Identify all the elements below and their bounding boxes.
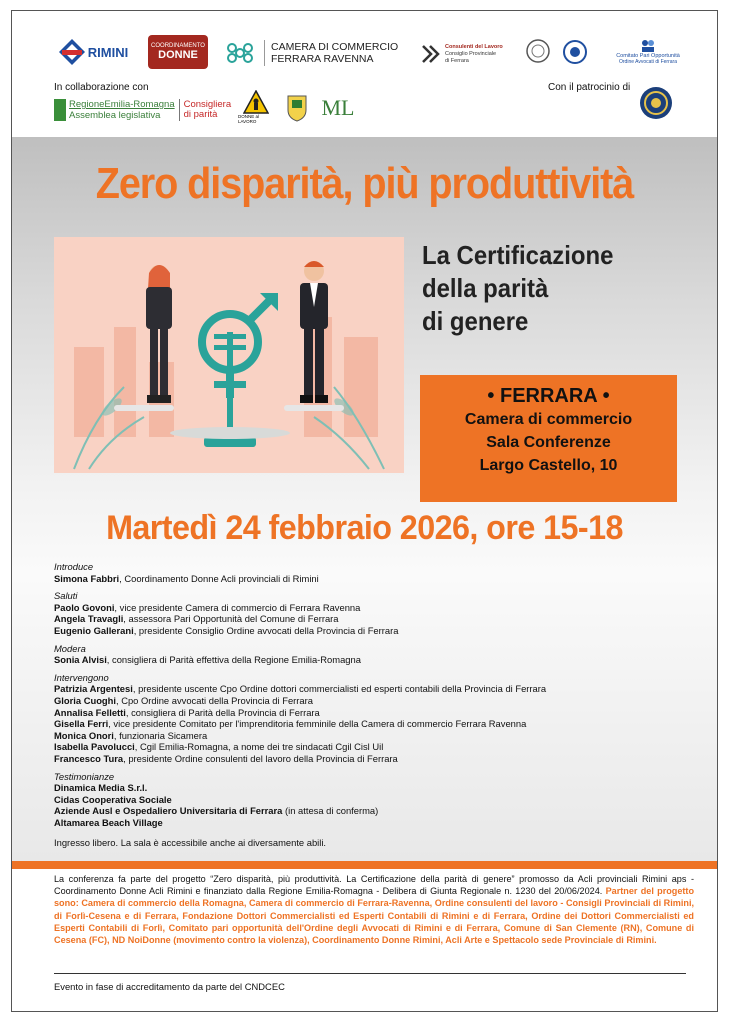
comitato-pari-opportunita-logo bbox=[608, 35, 688, 69]
speaker-name: Isabella Pavolucci bbox=[54, 741, 135, 753]
program-list bbox=[54, 561, 694, 849]
speaker-role: , presidente uscente Cpo Ordine dottori commercialisti ed esperti contabili della Provincia di Ferrara bbox=[132, 683, 547, 695]
speaker-name: Annalisa Felletti bbox=[54, 706, 126, 718]
speaker-row bbox=[54, 782, 694, 794]
patronage-label: Con il patrocinio di bbox=[548, 82, 631, 93]
footer-text bbox=[54, 873, 694, 946]
regione-line1: RegioneEmilia-Romagna bbox=[69, 99, 175, 110]
coordinamento-donne-logo bbox=[148, 35, 208, 69]
donne-text: DONNE bbox=[158, 49, 198, 61]
speaker-row bbox=[54, 654, 694, 666]
venue-line-3: Largo Castello, 10 bbox=[479, 457, 618, 474]
speaker-row bbox=[54, 573, 694, 585]
coordinamento-text: COORDINAMENTO bbox=[151, 43, 205, 49]
project-description: La conferenza fa parte del progetto “Zero disparità, più produttività. La Certificazione della parità di genere” promosso da Acli provinciali Rimini aps - Coordinamento Donne Acli Rimini e finanziato dalla Regione Emilia-Romagna - Delibera di Giunta Regionale n. 1230 del 20/06/2024. bbox=[54, 874, 694, 897]
speaker-row bbox=[54, 683, 694, 695]
avvocati-seal-icon bbox=[639, 86, 673, 120]
speaker-row bbox=[54, 602, 694, 614]
consulenti-emblem-icon bbox=[420, 42, 442, 66]
camera-line1: CAMERA DI COMMERCIO bbox=[271, 41, 399, 53]
consulenti-line2: Consiglio Provinciale bbox=[445, 50, 497, 57]
speaker-role: (in attesa di conferma) bbox=[282, 805, 379, 817]
subtitle-line-1: La Certificazione bbox=[422, 240, 614, 270]
speaker-row bbox=[54, 718, 694, 730]
ordine-avvocati-seal bbox=[638, 85, 674, 121]
modera-label: Modera bbox=[54, 642, 86, 654]
speaker-name: Patrizia Argentesi bbox=[54, 683, 133, 695]
comune-crest-logo bbox=[282, 91, 312, 125]
donne-lavoro-text: DONNE al LAVORO bbox=[238, 114, 260, 124]
speaker-name: Francesco Tura bbox=[54, 752, 124, 764]
comitato-line2: Ordine Avvocati di Ferrara bbox=[619, 59, 677, 65]
event-date: Martedì 24 febbraio 2026, ore 15-18 bbox=[106, 509, 623, 547]
speaker-name: Angela Travagli bbox=[54, 613, 124, 625]
crest-icon bbox=[286, 94, 308, 122]
subtitle-line-2: della parità bbox=[422, 273, 549, 303]
venue-line-2: Sala Conferenze bbox=[486, 434, 611, 451]
warning-sign-icon bbox=[243, 90, 269, 114]
regione-emilia-romagna-logo bbox=[54, 97, 234, 123]
subtitle-line-3: di genere bbox=[422, 306, 529, 336]
illustration-equality bbox=[54, 237, 404, 473]
speaker-row bbox=[54, 794, 694, 806]
footer-separator bbox=[54, 973, 686, 974]
camera-commercio-logo bbox=[222, 37, 412, 69]
saluti-label: Saluti bbox=[54, 590, 78, 602]
accreditation-note: Evento in fase di accreditamento da parte del CNDCEC bbox=[54, 981, 285, 992]
speaker-name: Simona Fabbri bbox=[54, 572, 120, 584]
speaker-row bbox=[54, 707, 694, 719]
speaker-row bbox=[54, 741, 694, 753]
speaker-role: , funzionaria Sicamera bbox=[113, 729, 208, 741]
speaker-name: Altamarea Beach Village bbox=[54, 816, 163, 828]
seal-logo-1 bbox=[524, 35, 552, 67]
event-flyer bbox=[11, 10, 718, 1012]
intervengono-label: Intervengono bbox=[54, 671, 109, 683]
speaker-role: , Cgil Emilia-Romagna, a nome dei tre sindacati Cgil Cisl Uil bbox=[134, 741, 384, 753]
speaker-name: Monica Onori bbox=[54, 729, 114, 741]
venue-box bbox=[420, 375, 677, 502]
speaker-name: Dinamica Media S.r.l. bbox=[54, 782, 148, 794]
round-seal-icon bbox=[525, 38, 551, 64]
orange-divider bbox=[12, 861, 717, 869]
acli-rimini-text: RIMINI bbox=[87, 44, 129, 60]
event-subtitle bbox=[422, 239, 680, 338]
speaker-row bbox=[54, 695, 694, 707]
consulenti-line1: Consulenti del Lavoro bbox=[445, 43, 503, 50]
speaker-role: , consigliera di Parità effettiva della Regione Emilia-Romagna bbox=[106, 654, 361, 666]
speaker-role: , vice presidente Comitato per l'imprenditoria femminile della Camera di commercio Ferrara Ravenna bbox=[108, 718, 527, 730]
people-icon bbox=[639, 39, 657, 53]
partners-list: Partner del progetto sono: Camera di commercio della Romagna, Camera di commercio di Ferrara-Ravenna, Ordine consulenti del lavoro - Consigli Provinciali di Rimini, di Forlì-Cesena e di Ferrara, Fondazione Dottori Commercialisti ed Esperti Contabili di Rimini e di Ferrara, Ordine dei Dottori Commercialisti ed Esperti Contabili di Forlì, Comitato pari opportunità dell'Ordine degli Avvocati di Rimini e di Ferrara, Comune di San Clemente (RN), Comune di Cesena (FC), ND NoiDonne (movimento contro la violenza), Coordinamento Donne Rimini, Acli Arte e Spettacolo sede Provinciale di Rimini. bbox=[54, 886, 695, 946]
speaker-name: Gloria Cuoghi bbox=[54, 694, 116, 706]
saluti-list bbox=[54, 602, 694, 637]
venue-city: • FERRARA • bbox=[487, 385, 610, 407]
speaker-role: , assessora Pari Opportunità del Comune di Ferrara bbox=[123, 613, 339, 625]
donne-al-lavoro-logo bbox=[238, 89, 274, 125]
speaker-row bbox=[54, 817, 694, 829]
speaker-role: , presidente Consiglio Ordine avvocati della Provincia di Ferrara bbox=[133, 624, 399, 636]
main-panel bbox=[12, 137, 717, 863]
sponsor-header bbox=[12, 11, 717, 137]
speaker-row bbox=[54, 730, 694, 742]
camera-line2: FERRARA RAVENNA bbox=[271, 53, 374, 65]
seal-logo-2 bbox=[560, 37, 590, 67]
event-title: Zero disparità, più produttività bbox=[95, 159, 634, 208]
speaker-name: Aziende Ausl e Ospedaliero Universitaria di Ferrara bbox=[54, 805, 283, 817]
flower-emblem-icon bbox=[222, 38, 258, 68]
collaboration-label: In collaborazione con bbox=[54, 82, 149, 93]
speaker-role: , vice presidente Camera di commercio di Ferrara Ravenna bbox=[114, 601, 361, 613]
intervengono-list bbox=[54, 683, 694, 764]
ml-text: ML bbox=[321, 95, 355, 120]
speaker-row bbox=[54, 625, 694, 637]
speaker-name: Paolo Govoni bbox=[54, 601, 115, 613]
speaker-row bbox=[54, 753, 694, 765]
speaker-role: , presidente Ordine consulenti del lavoro della Provincia di Ferrara bbox=[123, 752, 398, 764]
acli-rimini-logo bbox=[54, 37, 132, 67]
consulenti-line3: di Ferrara bbox=[445, 57, 469, 64]
regione-line2: Assemblea legislativa bbox=[69, 110, 161, 121]
modera-list bbox=[54, 654, 694, 666]
speaker-role: , Coordinamento Donne Acli provinciali di Rimini bbox=[119, 572, 319, 584]
speaker-name: Gisella Ferri bbox=[54, 718, 109, 730]
speaker-name: Sonia Alvisi bbox=[54, 654, 107, 666]
free-entry-note: Ingresso libero. La sala è accessibile anche ai diversamente abili. bbox=[54, 837, 327, 849]
acli-emblem-icon bbox=[58, 38, 86, 66]
speaker-row bbox=[54, 613, 694, 625]
speaker-name: Cidas Cooperativa Sociale bbox=[54, 793, 172, 805]
venue-line-1: Camera di commercio bbox=[464, 411, 633, 428]
consulenti-lavoro-logo bbox=[420, 39, 520, 69]
introduce-list bbox=[54, 573, 694, 585]
testimonianze-list bbox=[54, 782, 694, 828]
speaker-row bbox=[54, 805, 694, 817]
comitato-line1: Comitato Pari Opportunità bbox=[616, 53, 680, 59]
ml-logo bbox=[318, 91, 358, 125]
speaker-name: Eugenio Gallerani bbox=[54, 624, 134, 636]
introduce-label: Introduce bbox=[54, 561, 94, 572]
gender-balance-illustration bbox=[54, 237, 404, 473]
cpo-seal-icon bbox=[562, 39, 588, 65]
testimonianze-label: Testimonianze bbox=[54, 770, 115, 782]
consigliera-text: Consigliera di parità bbox=[183, 99, 232, 120]
speaker-role: , consigliera di Parità della Provincia di Ferrara bbox=[125, 706, 320, 718]
speaker-role: , Cpo Ordine avvocati della Provincia di Ferrara bbox=[115, 694, 313, 706]
